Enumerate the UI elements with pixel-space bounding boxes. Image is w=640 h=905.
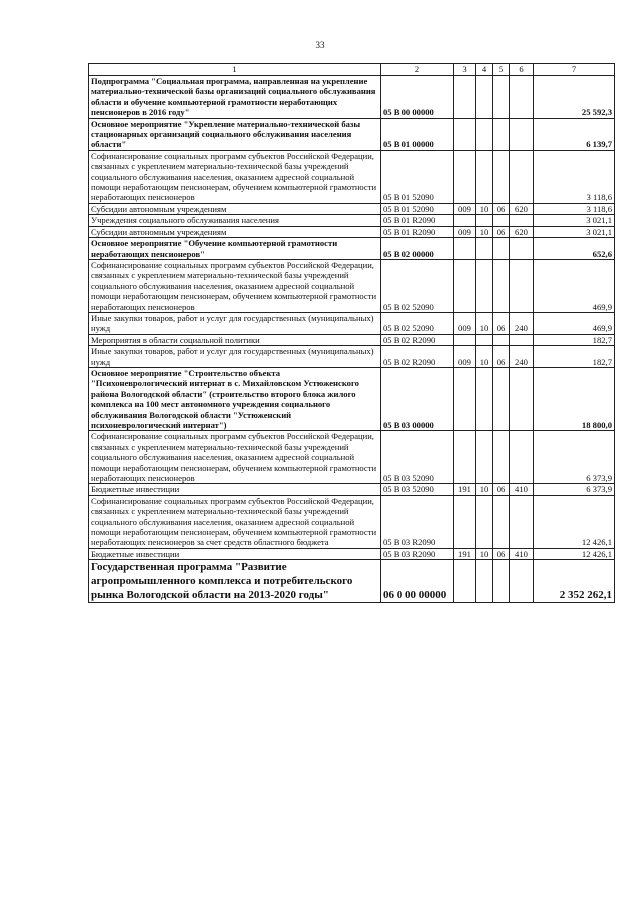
row-grbs: [454, 431, 476, 484]
row-code: 05 В 00 00000: [381, 76, 454, 119]
row-vr: 240: [510, 346, 534, 368]
row-vr: 410: [510, 484, 534, 495]
row-vr: [510, 431, 534, 484]
row-sum: 3 118,6: [534, 203, 615, 214]
row-code: 05 В 01 00000: [381, 118, 454, 150]
row-rz: [476, 259, 493, 312]
table-row: [89, 560, 615, 603]
row-pr: [493, 150, 510, 203]
row-pr: 06: [493, 548, 510, 559]
row-sum: 3 021,1: [534, 215, 615, 226]
row-rz: [476, 367, 493, 430]
row-code: 05 В 03 R2090: [381, 548, 454, 559]
row-rz: [476, 215, 493, 226]
row-sum: 3 118,6: [534, 150, 615, 203]
header-col-1: 1: [89, 64, 381, 76]
header-col-5: 5: [493, 64, 510, 76]
row-vr: 620: [510, 226, 534, 237]
row-name: Основное мероприятие "Обучение компьютерной грамотности неработающих пенсионеров": [89, 238, 381, 260]
row-code: 05 В 01 R2090: [381, 215, 454, 226]
row-rz: 10: [476, 226, 493, 237]
row-sum: 469,9: [534, 312, 615, 334]
table-header-row: [89, 64, 615, 76]
row-code: 05 В 03 00000: [381, 367, 454, 430]
row-rz: [476, 431, 493, 484]
row-name: Софинансирование социальных программ субъектов Российской Федерации, связанных с укреплением материально-технической базы учреждений социального обслуживания населения, оказанием адресной социальной помощи неработающим пенсионерам, обучением компьютерной грамотности неработающих пенсионеров: [89, 431, 381, 484]
row-sum: 12 426,1: [534, 495, 615, 548]
header-col-7: 7: [534, 64, 615, 76]
row-code: 05 В 03 52090: [381, 431, 454, 484]
row-grbs: 009: [454, 203, 476, 214]
row-pr: [493, 334, 510, 345]
row-code: 05 В 01 R2090: [381, 226, 454, 237]
row-grbs: 191: [454, 548, 476, 559]
row-pr: [493, 431, 510, 484]
row-rz: [476, 150, 493, 203]
row-sum: 18 800,0: [534, 367, 615, 430]
row-vr: [510, 259, 534, 312]
row-pr: [493, 259, 510, 312]
row-name: Софинансирование социальных программ субъектов Российской Федерации, связанных с укреплением материально-технической базы учреждений социального обслуживания населения, оказанием адресной социальной помощи неработающим пенсионерам, обучением компьютерной грамотности неработающих пенсионеров: [89, 150, 381, 203]
row-sum: 469,9: [534, 259, 615, 312]
row-code: 05 В 01 52090: [381, 203, 454, 214]
row-grbs: [454, 238, 476, 260]
row-code: 05 В 02 52090: [381, 312, 454, 334]
row-sum: 25 592,3: [534, 76, 615, 119]
row-pr: 06: [493, 226, 510, 237]
row-vr: [510, 215, 534, 226]
page-number: 33: [315, 40, 325, 50]
row-grbs: [454, 215, 476, 226]
row-vr: 620: [510, 203, 534, 214]
row-name: Иные закупки товаров, работ и услуг для государственных (муниципальных) нужд: [89, 312, 381, 334]
row-vr: 410: [510, 548, 534, 559]
table-row: [89, 346, 615, 368]
row-sum: 6 373,9: [534, 484, 615, 495]
header-col-4: 4: [476, 64, 493, 76]
row-code: 05 В 01 52090: [381, 150, 454, 203]
table-row: [89, 259, 615, 312]
row-pr: 06: [493, 484, 510, 495]
row-grbs: 009: [454, 226, 476, 237]
row-sum: 182,7: [534, 346, 615, 368]
row-pr: 06: [493, 203, 510, 214]
row-code: 06 0 00 00000: [381, 560, 454, 603]
row-vr: [510, 150, 534, 203]
row-grbs: 009: [454, 312, 476, 334]
row-name: Софинансирование социальных программ субъектов Российской Федерации, связанных с укреплением материально-технической базы учреждений социального обслуживания населения, оказанием адресной социальной помощи неработающим пенсионерам, обучением компьютерной грамотности неработающих пенсионеров за счет средств областного бюджета: [89, 495, 381, 548]
row-sum: 652,6: [534, 238, 615, 260]
row-pr: [493, 118, 510, 150]
row-rz: [476, 76, 493, 119]
row-rz: [476, 495, 493, 548]
row-name: Государственная программа "Развитие агропромышленного комплекса и потребительского рынка Вологодской области на 2013-2020 годы": [89, 560, 381, 603]
row-rz: 10: [476, 548, 493, 559]
table-row: [89, 334, 615, 345]
row-grbs: [454, 259, 476, 312]
row-rz: [476, 118, 493, 150]
row-rz: 10: [476, 312, 493, 334]
row-rz: 10: [476, 203, 493, 214]
row-name: Субсидии автономным учреждениям: [89, 226, 381, 237]
row-pr: [493, 215, 510, 226]
table-row: [89, 548, 615, 559]
row-grbs: 191: [454, 484, 476, 495]
table-row: [89, 226, 615, 237]
row-vr: [510, 118, 534, 150]
row-pr: [493, 495, 510, 548]
header-col-3: 3: [454, 64, 476, 76]
row-grbs: [454, 367, 476, 430]
table-row: [89, 150, 615, 203]
row-grbs: [454, 76, 476, 119]
row-name: Софинансирование социальных программ субъектов Российской Федерации, связанных с укреплением материально-технической базы учреждений социального обслуживания населения, оказанием адресной социальной помощи неработающим пенсионерам, обучением компьютерной грамотности неработающих пенсионеров: [89, 259, 381, 312]
row-sum: 12 426,1: [534, 548, 615, 559]
row-name: Основное мероприятие "Укрепление материально-технической базы стационарных организаций социального обслуживания населения области": [89, 118, 381, 150]
header-col-6: 6: [510, 64, 534, 76]
row-rz: [476, 334, 493, 345]
row-name: Бюджетные инвестиции: [89, 548, 381, 559]
row-code: 05 В 03 52090: [381, 484, 454, 495]
row-vr: 240: [510, 312, 534, 334]
row-pr: [493, 238, 510, 260]
table-row: [89, 431, 615, 484]
row-code: 05 В 02 00000: [381, 238, 454, 260]
table-row: [89, 118, 615, 150]
row-rz: 10: [476, 346, 493, 368]
row-vr: [510, 76, 534, 119]
row-code: 05 В 03 R2090: [381, 495, 454, 548]
row-name: Бюджетные инвестиции: [89, 484, 381, 495]
table-row: [89, 484, 615, 495]
row-rz: [476, 238, 493, 260]
row-vr: [510, 495, 534, 548]
row-pr: [493, 76, 510, 119]
table-row: [89, 495, 615, 548]
row-code: 05 В 02 R2090: [381, 334, 454, 345]
row-vr: [510, 560, 534, 603]
row-vr: [510, 334, 534, 345]
row-vr: [510, 238, 534, 260]
row-vr: [510, 367, 534, 430]
row-sum: 3 021,1: [534, 226, 615, 237]
row-pr: [493, 560, 510, 603]
row-rz: [476, 560, 493, 603]
header-col-2: 2: [381, 64, 454, 76]
row-pr: [493, 367, 510, 430]
row-grbs: [454, 334, 476, 345]
table-row: [89, 312, 615, 334]
table-row: [89, 203, 615, 214]
row-sum: 2 352 262,1: [534, 560, 615, 603]
row-pr: 06: [493, 312, 510, 334]
row-name: Основное мероприятие "Строительство объекта "Психоневрологический интернат в с. Михайловском Устюженского района Вологодской области" (строительство второго блока жилого комплекса на 100 мест автономного учреждения социального обслуживания Вологодской области "Устюженский психоневрологический интернат"): [89, 367, 381, 430]
row-grbs: 009: [454, 346, 476, 368]
row-name: Учреждения социального обслуживания населения: [89, 215, 381, 226]
row-sum: 6 373,9: [534, 431, 615, 484]
row-grbs: [454, 118, 476, 150]
table-row: [89, 238, 615, 260]
table-row: [89, 215, 615, 226]
row-sum: 182,7: [534, 334, 615, 345]
row-name: Подпрограмма "Социальная программа, направленная на укрепление материально-технической базы организаций социального обслуживания области и обучение компьютерной грамотности неработающих пенсионеров в 2016 году": [89, 76, 381, 119]
budget-table: [88, 63, 615, 603]
table-row: [89, 367, 615, 430]
row-pr: 06: [493, 346, 510, 368]
row-name: Мероприятия в области социальной политики: [89, 334, 381, 345]
row-grbs: [454, 150, 476, 203]
row-name: Иные закупки товаров, работ и услуг для государственных (муниципальных) нужд: [89, 346, 381, 368]
row-code: 05 В 02 R2090: [381, 346, 454, 368]
row-code: 05 В 02 52090: [381, 259, 454, 312]
row-sum: 6 139,7: [534, 118, 615, 150]
row-grbs: [454, 560, 476, 603]
row-grbs: [454, 495, 476, 548]
row-name: Субсидии автономным учреждениям: [89, 203, 381, 214]
table-row: [89, 76, 615, 119]
row-rz: 10: [476, 484, 493, 495]
